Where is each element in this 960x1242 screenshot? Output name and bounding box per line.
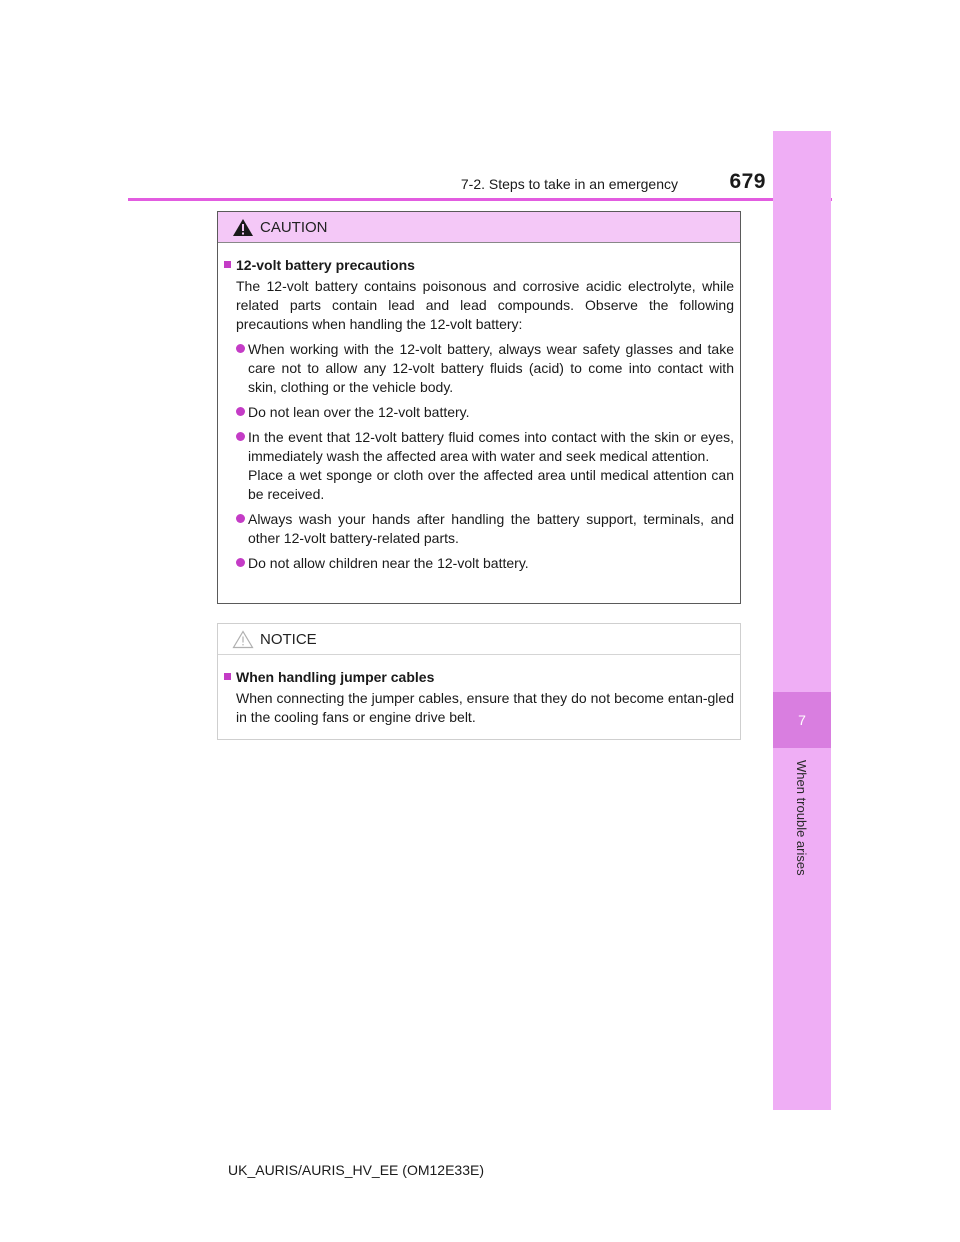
round-bullet-icon [236, 407, 245, 416]
chapter-number-tab: 7 [773, 692, 831, 748]
header-rule [128, 198, 832, 201]
caution-heading: CAUTION [260, 218, 328, 236]
chapter-side-tab [773, 131, 831, 1110]
chapter-title-vertical: When trouble arises [794, 760, 809, 876]
list-item [224, 403, 734, 422]
caution-paragraph: The 12-volt battery contains poisonous and corrosive acidic electrolyte, while related parts contain lead and lead compounds. Observe the following precautions when handling the 12-volt battery: [236, 278, 734, 332]
running-header-section: 7-2. Steps to take in an emergency [460, 176, 678, 192]
round-bullet-icon [236, 344, 245, 353]
list-item [224, 428, 734, 504]
list-item-text: Do not lean over the 12-volt battery. [248, 404, 470, 420]
caution-bullet-list [224, 340, 734, 573]
list-item-text: Do not allow children near the 12-volt battery. [248, 555, 529, 571]
round-bullet-icon [236, 432, 245, 441]
list-item-text: When working with the 12-volt battery, always wear safety glasses and take care not to allow any 12-volt battery fluids (acid) to come into contact with skin, clothing or the vehicle body. [248, 341, 734, 395]
round-bullet-icon [236, 558, 245, 567]
list-item [224, 340, 734, 397]
caution-body [218, 243, 740, 573]
notice-paragraph: When connecting the jumper cables, ensure that they do not become entan-gled in the cooling fans or engine drive belt. [236, 690, 734, 725]
caution-box [217, 211, 741, 604]
list-item-text: In the event that 12-volt battery fluid comes into contact with the skin or eyes, immediately wash the affected area with water and seek medical attention. Place a wet sponge or cloth over the affected area until medical attention can be received. [248, 429, 734, 502]
warning-icon [232, 218, 254, 237]
notice-header [218, 624, 740, 655]
list-item [224, 510, 734, 548]
notice-box [217, 623, 741, 740]
square-bullet-icon [224, 673, 231, 680]
notice-section-title-text: When handling jumper cables [236, 669, 435, 685]
document-code-footer: UK_AURIS/AURIS_HV_EE (OM12E33E) [228, 1162, 484, 1178]
round-bullet-icon [236, 514, 245, 523]
caution-section-title-text: 12-volt battery precautions [236, 257, 415, 273]
square-bullet-icon [224, 261, 231, 268]
notice-heading: NOTICE [260, 630, 317, 648]
page-number: 679 [729, 170, 766, 193]
notice-section-title [224, 668, 734, 687]
notice-body [218, 655, 740, 727]
list-item-text: Always wash your hands after handling the battery support, terminals, and other 12-volt battery-related parts. [248, 511, 734, 546]
caution-section-title [224, 256, 734, 275]
warning-outline-icon [232, 630, 254, 649]
list-item [224, 554, 734, 573]
caution-header [218, 212, 740, 243]
